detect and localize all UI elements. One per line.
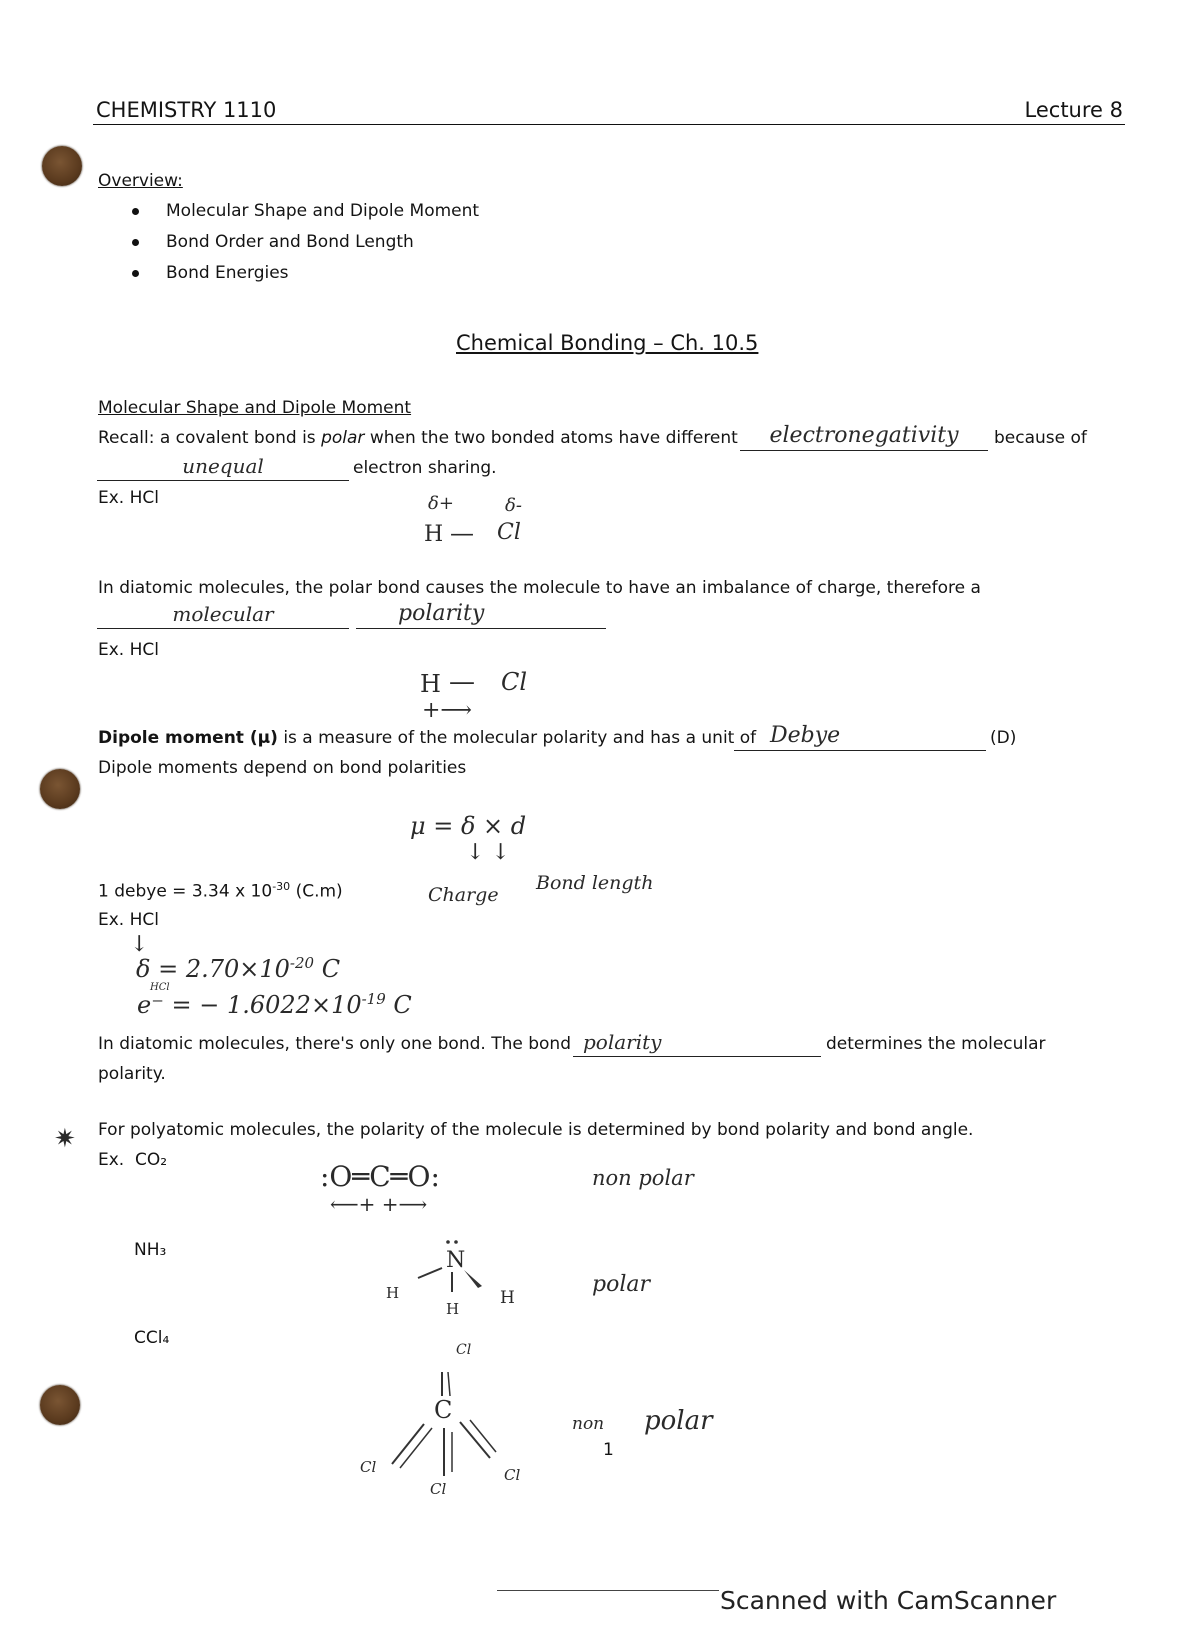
hcl-h-atom: H (424, 522, 444, 547)
bond-length-label: Bond length (536, 872, 654, 894)
header-divider (93, 124, 1125, 125)
dipole-unit: (D) (990, 728, 1017, 748)
example-label: Ex. HCl (98, 910, 159, 930)
debye-conversion: 1 debye = 3.34 x $10^{-30}$ (C.m) (98, 880, 343, 902)
recall-sentence: Recall: a covalent bond is polar when the two bonded atoms have different (98, 428, 738, 448)
blank-electronegativity[interactable]: electronegativity (740, 420, 988, 451)
down-arrow-icon: ↓ (130, 932, 149, 957)
ccl4-chlorine-left: Cl (360, 1458, 377, 1476)
footer-divider (497, 1590, 719, 1591)
ccl4-note-polar: polar (644, 1406, 713, 1436)
blank-debye[interactable]: Debye (734, 720, 986, 751)
hcl-bond: — (450, 519, 474, 547)
example-label: Ex. CO₂ (98, 1150, 168, 1170)
bullet-1 (132, 208, 139, 215)
ccl4-note-non: non (572, 1414, 605, 1434)
ccl4-carbon: C (434, 1396, 453, 1424)
co2-note: non polar (592, 1166, 694, 1190)
dipole-definition: Dipole moment (μ) is a measure of the molecular polarity and has a unit of (98, 728, 757, 748)
recall-because-of: because of (994, 428, 1087, 448)
course-title: CHEMISTRY 1110 (96, 98, 277, 122)
bullet-3 (132, 270, 139, 277)
delta-value: $\delta = 2.70\times 10^{-20}$ C (136, 954, 341, 983)
example-label: Ex. HCl (98, 640, 159, 660)
one-bond-tail: determines the molecular (826, 1034, 1046, 1054)
overview-item: Molecular Shape and Dipole Moment (166, 201, 480, 221)
co2-structure: :O═C═O: (320, 1160, 440, 1193)
bullet-2 (132, 239, 139, 246)
dipole-dependence: Dipole moments depend on bond polarities (98, 758, 467, 778)
nh3-hydrogen-right: H (500, 1288, 515, 1308)
hcl-cl-atom: Cl (501, 668, 528, 696)
nh3-nitrogen: N (446, 1248, 466, 1273)
co2-dipole-arrows: ⟵+ +⟶ (330, 1192, 428, 1216)
formula-arrows: ↓ ↓ (466, 840, 510, 865)
one-bond-end: polarity. (98, 1064, 166, 1084)
delta-subscript: HCl (150, 982, 170, 993)
nh3-note: polar (592, 1272, 650, 1297)
section-title: Chemical Bonding – Ch. 10.5 (456, 331, 759, 355)
ccl4-footnote-one: 1 (603, 1440, 614, 1460)
star-icon: ✷ (54, 1124, 76, 1154)
overview-label: Overview: (98, 171, 183, 191)
hcl-h-atom: H (420, 670, 441, 698)
overview-item: Bond Order and Bond Length (166, 232, 414, 252)
punch-hole-middle (40, 769, 80, 809)
one-bond-sentence: In diatomic molecules, there's only one bond. The bond (98, 1034, 571, 1054)
lecture-number: Lecture 8 (1024, 98, 1123, 122)
ccl4-label: CCl₄ (134, 1328, 170, 1348)
electron-charge: e⁻ = − $1.6022\times 10^{-19}$ C (137, 990, 412, 1019)
diatomic-sentence: In diatomic molecules, the polar bond causes the molecule to have an imbalance of charge, therefore a (98, 578, 981, 598)
dipole-formula: μ = δ × d (410, 812, 527, 840)
blank-bond-polarity[interactable]: polarity (573, 1026, 821, 1057)
hcl-bond: — (449, 667, 475, 697)
blank-polarity[interactable]: polarity (356, 598, 606, 629)
example-label: Ex. HCl (98, 488, 159, 508)
delta-minus: δ- (505, 495, 522, 516)
dipole-arrow-icon: +⟶ (422, 698, 472, 723)
nh3-label: NH₃ (134, 1240, 167, 1260)
ccl4-chlorine-right: Cl (504, 1466, 521, 1484)
ccl4-chlorine-bottom: Cl (430, 1480, 447, 1498)
nh3-hydrogen-left: H (386, 1284, 400, 1302)
punch-hole-top (42, 146, 82, 186)
polyatomic-sentence: For polyatomic molecules, the polarity of the molecule is determined by bond polarity and bond angle. (98, 1120, 974, 1140)
overview-item: Bond Energies (166, 263, 289, 283)
blank-molecular[interactable]: molecular (97, 598, 349, 629)
recall-electron-sharing: electron sharing. (353, 458, 497, 478)
delta-plus: δ+ (428, 493, 454, 514)
scanner-watermark: Scanned with CamScanner (720, 1586, 1057, 1615)
punch-hole-bottom (40, 1385, 80, 1425)
nh3-hydrogen-bottom: H (446, 1300, 460, 1318)
hcl-cl-atom: Cl (497, 520, 521, 545)
blank-unequal[interactable]: unequal (97, 450, 349, 481)
charge-label: Charge (428, 884, 499, 906)
ccl4-chlorine-top: Cl (456, 1342, 472, 1358)
subsection-title: Molecular Shape and Dipole Moment (98, 398, 412, 418)
